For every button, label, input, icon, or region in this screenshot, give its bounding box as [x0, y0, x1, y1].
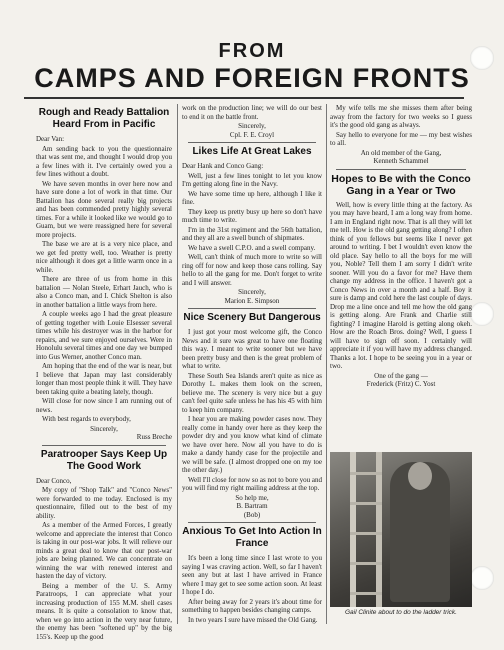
signoff: Sincerely,	[238, 288, 266, 296]
article-headline: Hopes to Be with the Conco Gang in a Year or Two	[331, 172, 471, 197]
paragraph: Well, how is every little thing at the factory. As you may have heard, I am a long way from home. I am in England right now. That is all they will let me tell. How is the old gang getting along? I often think of you fellows but seems like I never get around to writing. I bet I wouldn't even know the old place. Say hello to all the boys for me will you, Noble? Tell them I am sorry I didn't write sooner. Will you do a favor for me? Have them change my address in the office. I haven't got a Conco News in over a month and a half. Boy it sure is damp and cold here the last couple of days. Drop me a line once and tell me how the old gang is getting along. Are Frank and Charlie still fighting? I imagine Harold is getting along okeh. How are the Roach Bros. doing? Well, I guess I will have to sign off soon. I certainly will appreciate it if you will have my address changed. Thanks a lot. I hope to be seeing you in a year or two.	[330, 200, 472, 370]
header-title: CAMPS AND FOREIGN FRONTS	[34, 63, 470, 93]
photo-caption: Gail Clinite about to do the ladder trick.	[344, 609, 457, 616]
column-1	[36, 104, 172, 642]
paragraph: I just got your most welcome gift, the Conco News and it sure was great to have one floating this way. I meant to write sooner but we have been pretty busy and then is the great problem of what to write.	[182, 328, 322, 370]
paragraph: These South Sea Islands aren't quite as nice as Dorothy L. makes them look on the screen, believe me. The scenery is very nice but a guy can't feel quite safe unless he has his 45 with him to keep him company.	[182, 371, 322, 414]
paragraph: Being a member of the U. S. Army Paratroops, I can appreciate what your increasing production of 155 M.M. shell cases means. It is quite a consolation to know that, when we go into action in the very near future, the enemy has been "softened up" by the big 155's. Keep up the good	[36, 581, 172, 641]
binder-hole	[470, 302, 494, 326]
article-headline: Nice Scenery But Dangerous	[183, 312, 321, 323]
paragraph: Am hoping that the end of the war is near, but I believe that Japan may last considerably longer than most people think it will. They have been taking quite a beating lately, though.	[36, 362, 172, 396]
column-2	[182, 104, 322, 625]
article-body	[182, 554, 322, 624]
signoff: An old member of the Gang,	[360, 148, 442, 157]
paragraph: Am sending back to you the questionnaire that was sent me, and thought I would drop you a few lines with it. I've certainly owed you a few lines without a doubt.	[36, 144, 172, 178]
paragraph: Will close for now since I am running out of news.	[36, 397, 172, 414]
paragraph: After being away for 2 years it's about time for something to happen besides changing camps.	[182, 597, 322, 614]
article-separator	[188, 142, 316, 143]
signature: B. Bartram	[236, 502, 268, 510]
paragraph: We have a swell C.P.O. and a swell company.	[188, 243, 316, 252]
article-body	[330, 104, 472, 148]
header-from: FROM	[218, 40, 286, 62]
article-separator	[188, 308, 316, 309]
paragraph: Well, can't think of much more to write so will ring off for now and keep those cans rolling. Say hello to all the gang for me. Don't forget to write and I will answer.	[182, 253, 322, 287]
soldier-ladder-photo	[330, 452, 472, 607]
paragraph: We have some time up here, although I like it fine.	[182, 189, 322, 206]
article-separator	[42, 445, 166, 446]
paragraph: I hear you are making powder cases now. They really come in handy over here as they keep the powder dry and you know what kind of climate we have over here. Now all you have to do is make a dandy handy case for the projectile and we will be safe. (I almost dropped one on my toe the other day.)	[182, 415, 322, 474]
paragraph: work on the production line; we will do our best to end it on the battle front.	[182, 104, 322, 121]
signoff: Sincerely,	[238, 122, 266, 130]
paragraph: A couple weeks ago I had the great pleasure of getting together with Louie Elsesser several times while his destroyer was in the harbor for repairs, and we sure enjoyed ourselves. Were in Honolulu several times and one day we bumped into Gus Werner, another Conco man.	[36, 310, 172, 361]
signature: Russ Breche	[136, 433, 172, 441]
signature: Frederick (Fritz) C. Yost	[366, 380, 436, 388]
binder-hole	[470, 566, 494, 590]
header-rule	[24, 97, 464, 99]
paragraph: There are three of us from home in this battalion — Nolan Steele, Erhart Jauch, who is also a Conco man, and I. Chick Shelton is also in another battalion a little ways from here.	[36, 275, 172, 309]
article-body	[182, 162, 322, 287]
signature-nickname: (Bob)	[243, 510, 261, 519]
column-divider	[177, 104, 178, 624]
article-headline: Rough and Ready Battalion Heard From in Pacific	[38, 107, 170, 130]
paragraph: We have seven months in over here now and have sure done a lot of work in that time. Our Battalion has done several really big projects and has been commended pretty highly several times. For a while it looked like we would go to Guam, but we were reassigned here for several more projects.	[36, 179, 172, 239]
paragraph: I'm in the 31st regiment and the 56th battalion, and they all are a swell bunch of shipmates.	[182, 225, 322, 242]
salutation: Dear Conco,	[36, 476, 72, 485]
paragraph: With best regards to everybody,	[42, 415, 131, 423]
article-body	[182, 328, 322, 493]
paragraph: It's been a long time since I last wrote to you saying I was craving action. Well, so far I haven't seen any but at last I have arrived in France where I may get to see some action soon. At least I hope I do.	[182, 554, 322, 596]
paragraph: The base we are at is a very nice place, and we get fed pretty well, too. Weather is pretty nice although it does get a little warm once in a while.	[36, 240, 172, 274]
signature: Cpl. F. E. Croyl	[229, 130, 275, 139]
article-body	[182, 104, 322, 121]
paragraph: As a member of the Armed Forces, I greatly welcome and appreciate the interest that Conco is taking in our post-war jobs. It will relieve our minds a great deal to know that our post-war jobs are being planned. We can concentrate on winning the war with renewed interest and hasten the day of victory.	[36, 521, 172, 580]
article-body	[36, 135, 172, 424]
signature: Marion E. Simpson	[224, 296, 280, 305]
article-separator	[188, 522, 316, 523]
paragraph: In two years I sure have missed the Old Gang.	[188, 615, 318, 624]
salutation: Dear Van:	[36, 135, 65, 143]
paragraph: My copy of "Shop Talk" and "Conco News" were forwarded to me today. Enclosed is my questionnaire, filled out to the best of my ability.	[36, 486, 172, 520]
article-body	[36, 477, 172, 642]
column-3	[330, 104, 472, 389]
paragraph: They keep us pretty busy up here so don't have much time to write.	[182, 207, 322, 224]
signoff: So help me,	[235, 493, 269, 502]
signoff: One of the gang —	[374, 371, 428, 380]
article-separator	[336, 169, 466, 170]
article-headline: Likes Life At Great Lakes	[192, 146, 312, 157]
article-body	[330, 201, 472, 371]
article-headline: Anxious To Get Into Action In France	[182, 526, 322, 549]
signature: Kenneth Schammel	[373, 157, 429, 165]
paragraph: Well, just a few lines tonight to let you know I'm getting along fine in the Navy.	[182, 171, 322, 188]
paragraph: Well I'll close for now so as not to bore you and you will find my right mailing address at the top.	[182, 475, 322, 492]
paragraph: My wife tells me she misses them after being away from the factory for two weeks so I guess it's the good old gang as always.	[330, 104, 472, 129]
paragraph: Say hello to everyone for me — my best wishes to all.	[330, 130, 472, 147]
column-divider	[326, 104, 327, 624]
article-headline: Paratrooper Says Keep Up The Good Work	[40, 448, 168, 472]
signoff: Sincerely,	[90, 424, 118, 433]
salutation: Dear Hank and Conco Gang:	[182, 162, 264, 170]
